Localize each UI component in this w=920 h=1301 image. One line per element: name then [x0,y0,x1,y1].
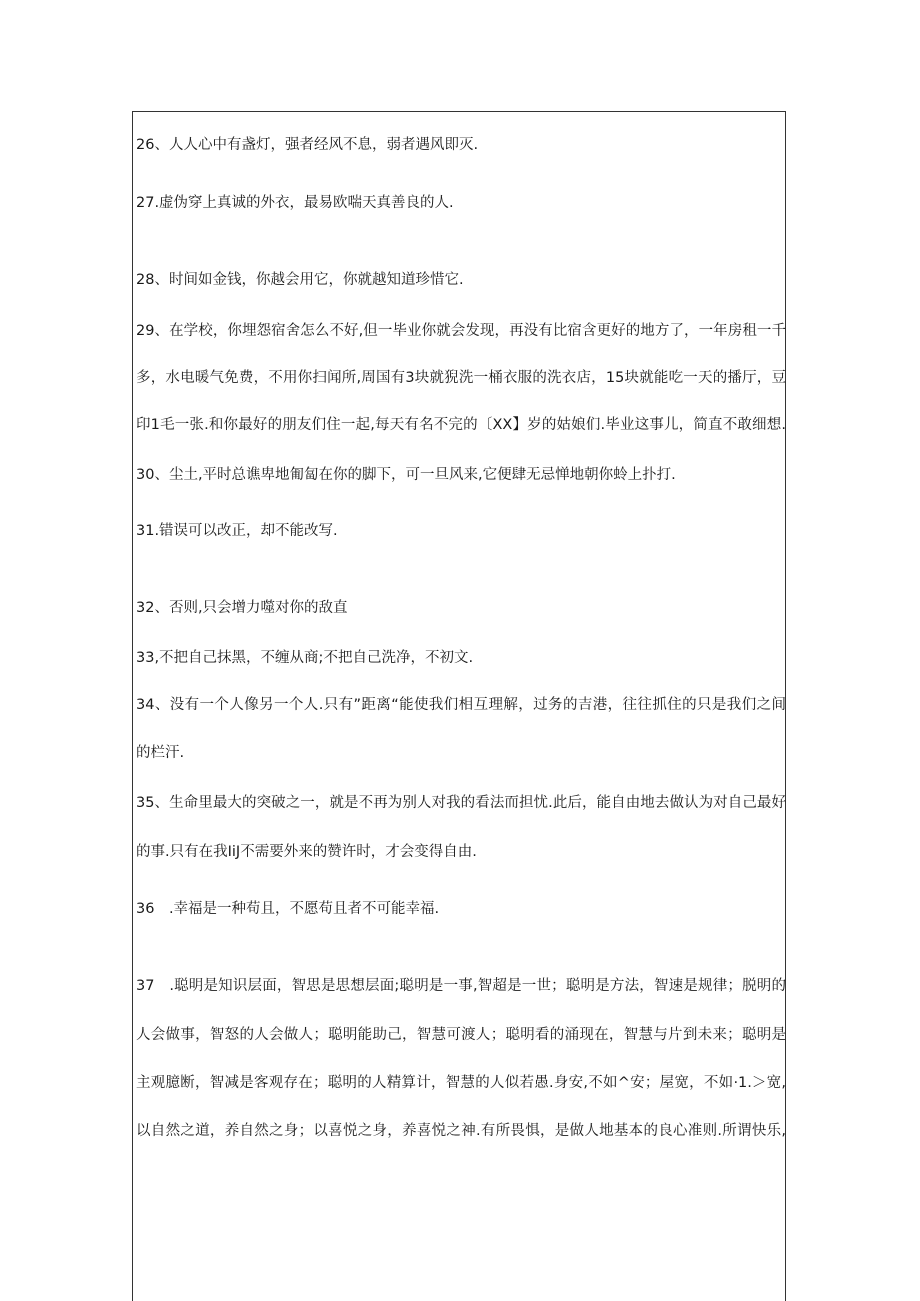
text-line-30: 30、尘土,平时总谯卑地匍匐在你的脚下，可一旦风来,它便肆无忌惮地朝你蛉上扑打. [136,467,676,483]
text-line-31: 31.错误可以改正，却不能改写. [136,523,338,539]
text-line-35a: 35、生命里最大的突破之一，就是不再为别人对我的看法而担忧.此后，能自由地去做认为对自己最好 [136,795,786,811]
text-line-37d: 以自然之道，养自然之身；以喜悦之身，养喜悦之神.有所畏惧，是做人地基本的良心准则.所谓快乐, [136,1123,786,1139]
text-line-37b: 人会做事，智怒的人会做人；聪明能助己，智慧可渡人；聪明看的涌现在，智慧与片到未来；聪明是 [136,1027,786,1043]
text-line-26: 26、人人心中有盏灯，强者经风不息，弱者遇风即灭. [136,137,479,153]
text-line-37c: 主观臆断，智减是客观存在；聪明的人精算计，智慧的人似若愚.身安,不如^安；屋宽，不如·1.＞宽, [136,1075,786,1091]
text-line-34a: 34、没有一个人像另一个人.只有”距离“能使我们相互理解，过务的吉港，往往抓住的只是我们之间 [136,697,786,713]
text-line-34b: 的栏汗. [136,745,185,761]
text-line-32: 32、否则,只会增力噬对你的敌直 [136,600,348,616]
text-line-33: 33,不把自己抹黑，不缠从商;不把自己洗净，不初文. [136,650,474,666]
text-line-28: 28、时间如金钱，你越会用它，你就越知道珍惜它. [136,272,464,288]
text-line-35b: 的事.只有在我IiJ不需要外来的赞许时，才会变得自由. [136,844,477,860]
text-line-36: 36 .幸福是一种苟且，不愿苟且者不可能幸福. [136,901,440,917]
text-line-27: 27.虚伪穿上真诚的外衣，最易欧喘天真善良的人. [136,195,454,211]
text-line-37a: 37 .聪明是知识层面，智思是思想层面;聪明是一事,智超是一世；聪明是方法，智速是规律；脱明的 [136,978,786,994]
text-line-29b: 多，水电暖气免费，不用你扫闻所,周国有3块就猊洗一桶衣服的洗衣店，15块就能吃一天的播厅，豆 [136,370,786,386]
text-line-29c: 印1毛一张.和你最好的朋友们住一起,每天有名不完的〔XX】岁的姑娘们.毕业这事儿，简直不敢细想. [136,417,786,433]
text-line-29a: 29、在学校，你埋怨宿舍怎么不好,但一毕业你就会发现，再没有比宿含更好的地方了，一年房租一千 [136,323,786,339]
